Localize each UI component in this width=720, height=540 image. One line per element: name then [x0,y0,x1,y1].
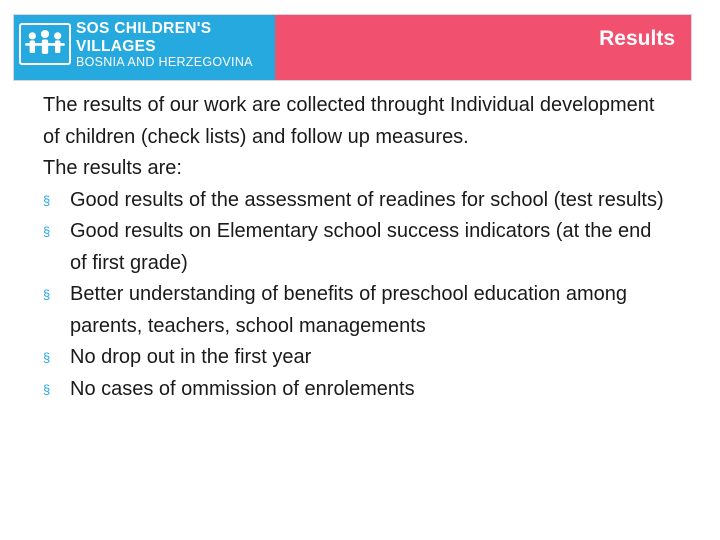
list-item [43,185,670,217]
bullet-icon: § [43,287,51,302]
logo-line-3: BOSNIA AND HERZEGOVINA [76,55,253,69]
slide-header [13,14,692,81]
sos-logo [14,15,275,80]
list-item [43,374,670,406]
intro-paragraph: The results of our work are collected throught Individual development of children (check lists) and follow up measures. [43,94,655,148]
results-list [43,185,703,406]
children-figures-icon [19,23,71,65]
logo-text [76,21,253,69]
slide-title: Results [599,27,675,50]
list-item [43,216,670,279]
list-item-text: Good results of the assessment of readines for school (test results) [70,188,664,211]
logo-line-2: VILLAGES [76,37,156,55]
bullet-icon: § [43,192,51,208]
list-item [43,279,670,342]
list-item-text: No cases of ommission of enrolements [70,377,415,400]
bullet-icon: § [43,224,51,239]
bullet-icon: § [43,381,51,397]
logo-line-1: SOS CHILDREN'S [76,20,212,37]
slide-body [43,90,703,405]
list-item-text: Good results on Elementary school success indicators (at the end of first grade) [70,220,652,274]
lead-paragraph: The results are: [43,157,182,179]
bullet-icon: § [43,350,51,365]
list-item [43,342,670,374]
title-bar [275,15,691,80]
list-item-text: Better understanding of benefits of preschool education among parents, teachers, school managements [70,283,628,337]
list-item-text: No drop out in the first year [70,346,312,368]
